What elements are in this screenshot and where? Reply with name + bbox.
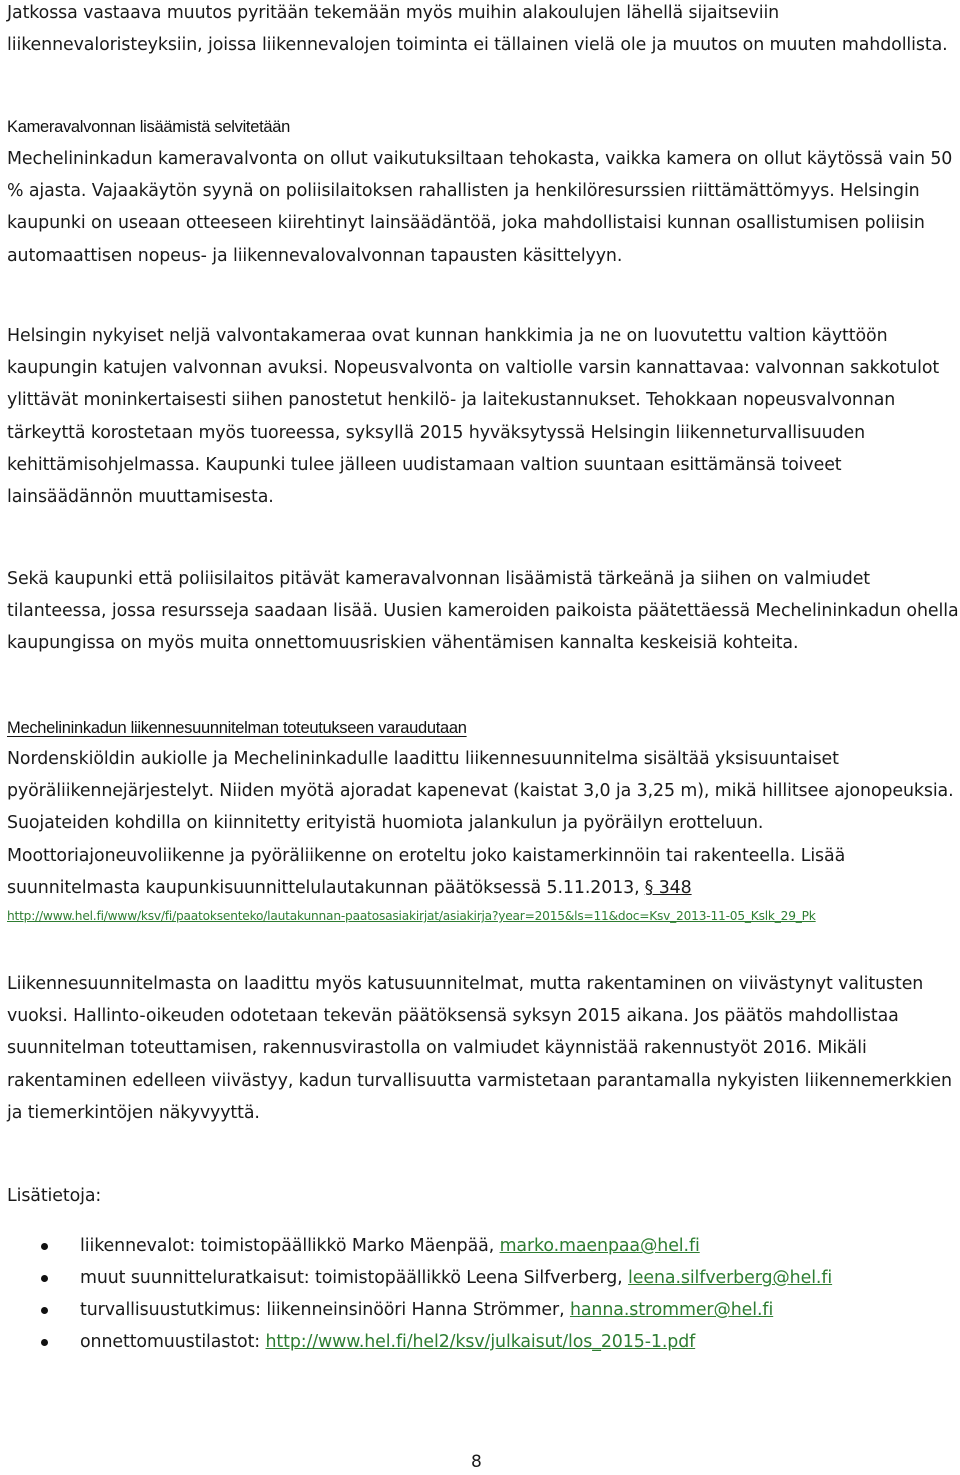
list-item — [7, 1326, 959, 1358]
bullet-icon — [41, 1275, 48, 1282]
bullet-icon — [41, 1243, 48, 1250]
email-link-silfverberg[interactable]: leena.silfverberg@hel.fi — [628, 1268, 833, 1288]
contact-label: onnettomuustilastot: — [80, 1332, 266, 1352]
contact-label: muut suunnitteluratkaisut: toimistopäällikkö Leena Silfverberg, — [80, 1268, 629, 1288]
traffic-plan-text: Nordenskiöldin aukiolle ja Mechelininkadulle laadittu liikennesuunnitelma sisältää yksisuuntaiset pyöräliikennejärjestelyt. Niiden myötä ajoradat kapenevat (kaistat 3,0 ja 3,25 m), mikä hillitsee ajonopeuksia. Suojateiden kohdilla on kiinnitetty erityistä huomiota jalankulun ja pyöräilyn erotteluun. Moottoriajoneuvoliikenne ja pyöräliikenne on eroteltu joko kaistamerkinnöin tai rakenteella. Lisää suunnitelmasta kaupunkisuunnittelulautakunnan päätöksessä 5.11.2013, — [7, 749, 954, 898]
paragraph-camera-ownership: Helsingin nykyiset neljä valvontakameraa ovat kunnan hankkimia ja ne on luovutettu valtion käyttöön kaupungin katujen valvonnan avuksi. Nopeusvalvonta on valtiolle varsin kannattavaa: valvonnan sakkotulot ylittävät moninkertaisesti siihen panostetut henkilö- ja laitekustannukset. Tehokkaan nopeusvalvonnan tärkeyttä korostetaan myös tuoreessa, syksyllä 2015 hyväksytyssä Helsingin liikenneturvallisuuden kehittämisohjelmassa. Kaupunki tulee jälleen uudistamaan valtion suuntaan esittämänsä toiveet lainsäädännön muuttamisesta. — [7, 326, 940, 508]
decision-document-link[interactable]: http://www.hel.fi/www/ksv/fi/paatoksenteko/lautakunnan-paatosasiakirjat/asiakirja?year=2015&ls=11&doc=Ksv_2013-11-05_Kslk_29_Pk — [7, 909, 816, 924]
page-number: 8 — [471, 1452, 482, 1472]
list-item — [7, 1294, 959, 1326]
email-link-strommer[interactable]: hanna.strommer@hel.fi — [569, 1300, 774, 1320]
paragraph-street-plans: Liikennesuunnitelmasta on laadittu myös katusuunnitelmat, mutta rakentaminen on viivästynyt valitusten vuoksi. Hallinto-oikeuden odotetaan tekevän päätöksensä syksyn 2015 aikana. Jos päätös mahdollistaa suunnitelman toteuttamisen, rakennusvirastolla on valmiudet käynnistää rakennustyöt 2016. Mikäli rakentaminen edelleen viivästyy, kadun turvallisuutta varmistetaan parantamalla nykyisten liikennemerkkien ja tiemerkintöjen näkyvyyttä. — [7, 974, 952, 1123]
heading-camera-surveillance: Kameravalvonnan lisäämistä selvitetään — [7, 118, 291, 136]
statistics-pdf-link[interactable]: http://www.hel.fi/hel2/ksv/julkaisut/los_2015-1.pdf — [265, 1332, 696, 1352]
contact-label: turvallisuustutkimus: liikenneinsinööri Hanna Strömmer, — [80, 1300, 570, 1320]
section-reference: § 348 — [644, 877, 692, 898]
more-info-label: Lisätietoja: — [7, 1186, 102, 1206]
bullet-icon — [41, 1339, 48, 1346]
list-item — [7, 1230, 959, 1262]
email-link-maenpaa[interactable]: marko.maenpaa@hel.fi — [499, 1236, 700, 1256]
list-item — [7, 1262, 959, 1294]
paragraph-traffic-plan — [7, 743, 959, 928]
bullet-icon — [41, 1307, 48, 1314]
contact-label: liikennevalot: toimistopäällikkö Marko Mäenpää, — [80, 1236, 500, 1256]
paragraph-intro: Jatkossa vastaava muutos pyritään tekemään myös muihin alakoulujen lähellä sijaitseviin liikennevaloristeyksiin, joissa liikennevalojen toiminta ei tällainen vielä ole ja muutos on muuten mahdollista. — [7, 3, 948, 56]
paragraph-camera-effectiveness: Mechelininkadun kameravalvonta on ollut vaikutuksiltaan tehokasta, vaikka kamera on ollut käytössä vain 50 % ajasta. Vajaakäytön syynä on poliisilaitoksen rahallisten ja henkilöresurssien riittämättömyys. Helsingin kaupunki on useaan otteeseen kiirehtinyt lainsäädäntöä, joka mahdollistaisi kunnan osallistumisen poliisin automaattisen nopeus- ja liikennevalovalvonnan tapausten käsittelyyn. — [7, 149, 953, 266]
contact-list — [7, 1230, 959, 1358]
heading-traffic-plan: Mechelininkadun liikennesuunnitelman toteutukseen varaudutaan — [7, 719, 467, 737]
paragraph-resources: Sekä kaupunki että poliisilaitos pitävät kameravalvonnan lisäämistä tärkeänä ja siihen on valmiudet tilanteessa, jossa resursseja saadaan lisää. Uusien kameroiden paikoista päätettäessä Mechelininkadun ohella kaupungissa on myös muita onnettomuusriskien vähentämisen kannalta keskeisiä kohteita. — [7, 569, 959, 654]
